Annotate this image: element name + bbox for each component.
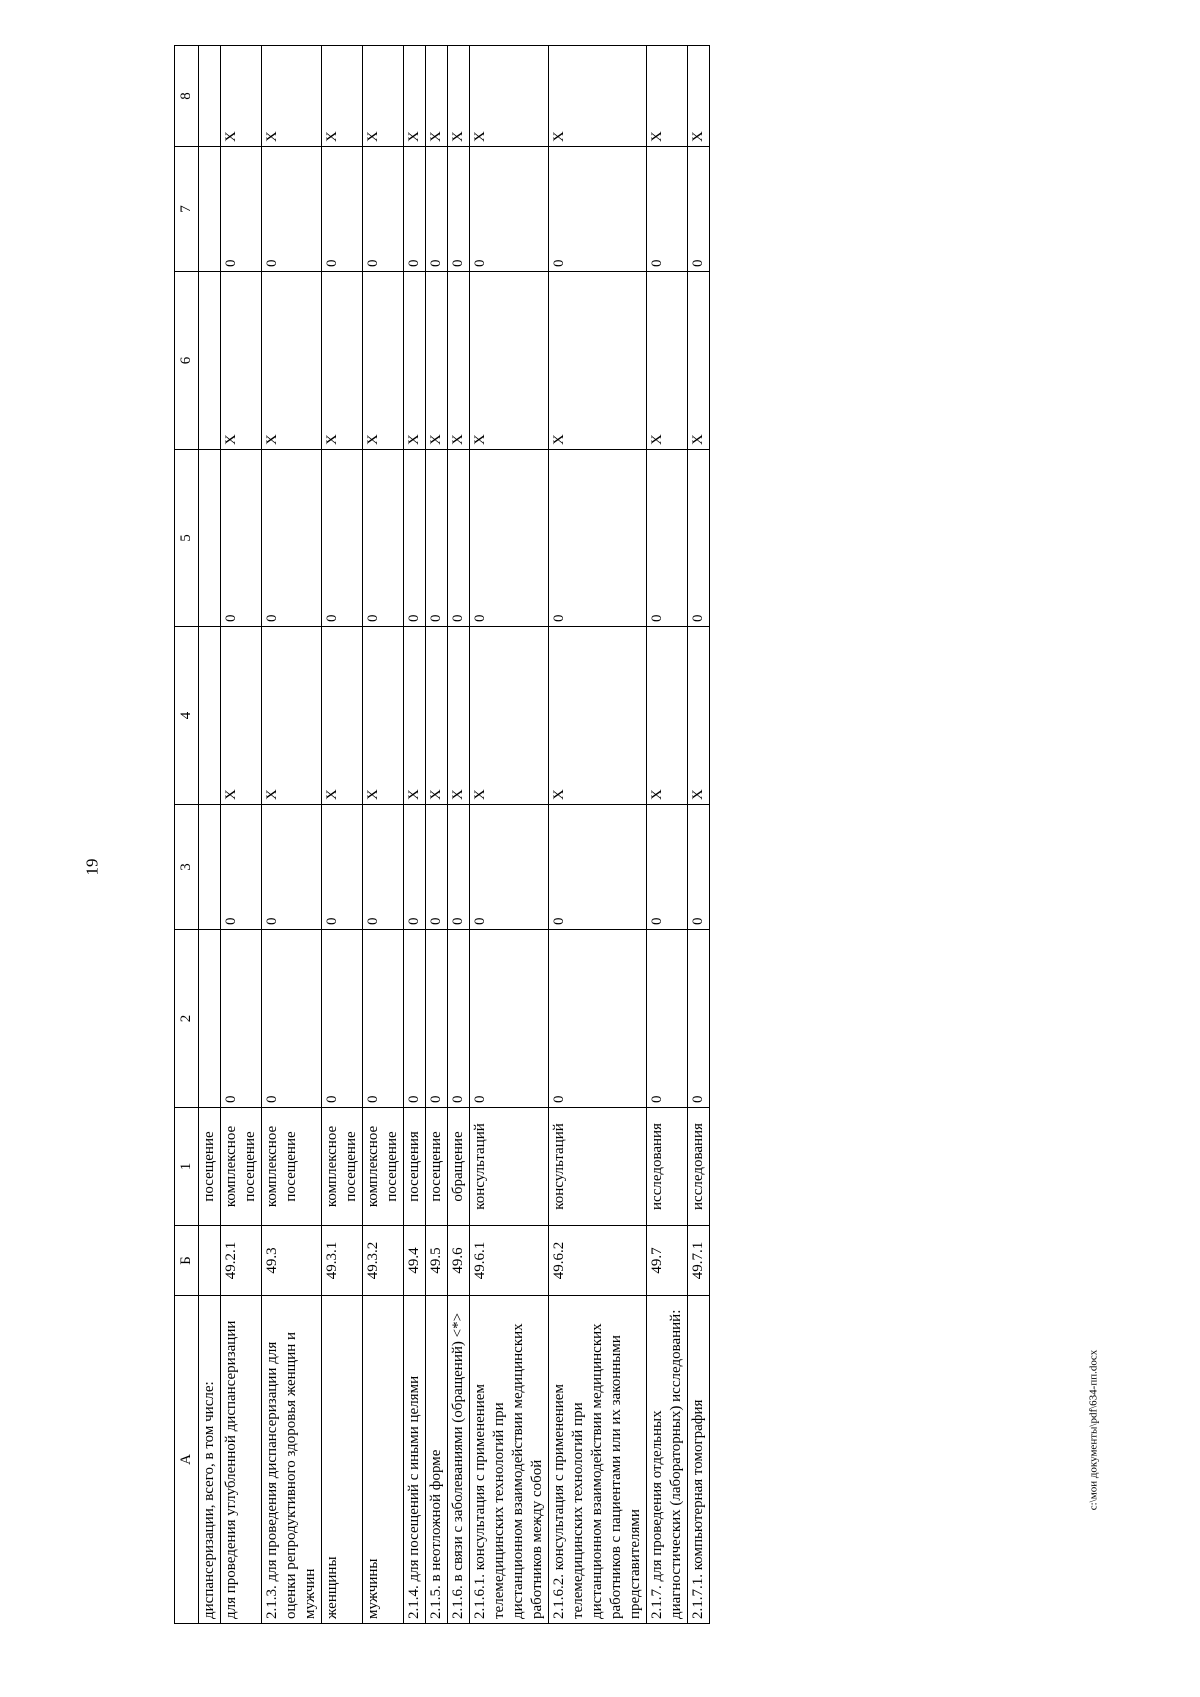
table-row: [404, 46, 426, 1624]
table-row: [448, 46, 470, 1624]
row-col2-cell: 0: [221, 930, 262, 1108]
footer-file-path-text: c:\мои документы\pdf\634-пп.docx: [1087, 1349, 1100, 1511]
row-col2-cell: 0: [549, 930, 647, 1108]
row-col7-cell: 0: [647, 147, 688, 272]
row-col3-cell: [199, 805, 221, 930]
row-col6-cell: X: [221, 272, 262, 450]
row-col5-cell: 0: [549, 450, 647, 627]
row-col2-cell: 0: [470, 930, 549, 1108]
row-col7-cell: 0: [262, 147, 322, 272]
row-name-cell: 2.1.6. в связи с заболеваниями (обращений) <*>: [448, 1296, 470, 1624]
row-code-cell: 49.6: [448, 1226, 470, 1296]
row-col4-cell: X: [221, 627, 262, 805]
row-col2-cell: 0: [322, 930, 363, 1108]
page-number: [82, 847, 102, 887]
row-col3-cell: 0: [426, 805, 448, 930]
row-col8-cell: X: [470, 46, 549, 147]
row-col4-cell: X: [404, 627, 426, 805]
row-col8-cell: X: [404, 46, 426, 147]
row-col7-cell: 0: [688, 147, 710, 272]
row-name-cell: 2.1.5. в неотложной форме: [426, 1296, 448, 1624]
row-name-cell: 2.1.4. для посещений с иными целями: [404, 1296, 426, 1624]
table-row: [322, 46, 363, 1624]
table-body: [199, 46, 710, 1624]
table-row: [426, 46, 448, 1624]
row-col2-cell: 0: [688, 930, 710, 1108]
row-col6-cell: X: [549, 272, 647, 450]
row-col5-cell: [199, 450, 221, 627]
row-name-cell: женщины: [322, 1296, 363, 1624]
row-code-cell: 49.4: [404, 1226, 426, 1296]
row-col5-cell: 0: [688, 450, 710, 627]
row-code-cell: 49.6.1: [470, 1226, 549, 1296]
footer-file-path: [1083, 1240, 1103, 1620]
row-col5-cell: 0: [262, 450, 322, 627]
row-name-cell: мужчины: [363, 1296, 404, 1624]
row-col6-cell: X: [470, 272, 549, 450]
row-unit-cell: комплексное посещение: [221, 1108, 262, 1226]
row-code-cell: [199, 1226, 221, 1296]
row-unit-cell: комплексное посещение: [262, 1108, 322, 1226]
row-code-cell: 49.3.1: [322, 1226, 363, 1296]
table-row: [363, 46, 404, 1624]
row-name-cell: 2.1.7. для проведения отдельных диагностических (лабораторных) исследований:: [647, 1296, 688, 1624]
row-col5-cell: 0: [404, 450, 426, 627]
row-col5-cell: 0: [322, 450, 363, 627]
row-col8-cell: X: [221, 46, 262, 147]
row-code-cell: 49.7: [647, 1226, 688, 1296]
row-col5-cell: 0: [426, 450, 448, 627]
row-col7-cell: 0: [221, 147, 262, 272]
row-col3-cell: 0: [448, 805, 470, 930]
row-col3-cell: 0: [322, 805, 363, 930]
row-col7-cell: [199, 147, 221, 272]
row-col5-cell: 0: [363, 450, 404, 627]
row-col8-cell: X: [426, 46, 448, 147]
row-code-cell: 49.6.2: [549, 1226, 647, 1296]
header-cell: 6: [175, 272, 199, 450]
row-col7-cell: 0: [363, 147, 404, 272]
row-col4-cell: X: [647, 627, 688, 805]
header-cell: 5: [175, 450, 199, 627]
header-cell: 7: [175, 147, 199, 272]
row-col5-cell: 0: [221, 450, 262, 627]
row-col4-cell: X: [363, 627, 404, 805]
row-col8-cell: [199, 46, 221, 147]
row-code-cell: 49.5: [426, 1226, 448, 1296]
row-col2-cell: 0: [363, 930, 404, 1108]
row-col3-cell: 0: [262, 805, 322, 930]
row-name-cell: 2.1.6.2. консультация с применением телемедицинских технологий при дистанционном взаимодействии медицинских работников с пациентами или их законными представителями: [549, 1296, 647, 1624]
row-col4-cell: X: [549, 627, 647, 805]
row-unit-cell: консультаций: [549, 1108, 647, 1226]
row-col2-cell: 0: [448, 930, 470, 1108]
row-col5-cell: 0: [470, 450, 549, 627]
row-col4-cell: X: [688, 627, 710, 805]
row-col8-cell: X: [262, 46, 322, 147]
table-row: [549, 46, 647, 1624]
row-col6-cell: X: [426, 272, 448, 450]
header-cell: А: [175, 1296, 199, 1624]
row-col7-cell: 0: [470, 147, 549, 272]
row-col8-cell: X: [448, 46, 470, 147]
row-col6-cell: X: [404, 272, 426, 450]
row-col8-cell: X: [322, 46, 363, 147]
row-col7-cell: 0: [426, 147, 448, 272]
header-cell: 2: [175, 930, 199, 1108]
row-col7-cell: 0: [322, 147, 363, 272]
page-number-text: 19: [82, 858, 101, 876]
row-col4-cell: X: [448, 627, 470, 805]
row-col3-cell: 0: [404, 805, 426, 930]
row-col8-cell: X: [549, 46, 647, 147]
row-code-cell: 49.7.1: [688, 1226, 710, 1296]
row-col8-cell: X: [688, 46, 710, 147]
row-code-cell: 49.2.1: [221, 1226, 262, 1296]
table-row: [688, 46, 710, 1624]
row-col8-cell: X: [363, 46, 404, 147]
row-col2-cell: 0: [647, 930, 688, 1108]
row-col6-cell: X: [363, 272, 404, 450]
row-col5-cell: 0: [448, 450, 470, 627]
row-col6-cell: X: [262, 272, 322, 450]
row-code-cell: 49.3: [262, 1226, 322, 1296]
row-col4-cell: X: [426, 627, 448, 805]
row-unit-cell: исследования: [688, 1108, 710, 1226]
row-col6-cell: [199, 272, 221, 450]
row-unit-cell: обращение: [448, 1108, 470, 1226]
header-cell: 8: [175, 46, 199, 147]
row-unit-cell: комплексное посещение: [363, 1108, 404, 1226]
row-col2-cell: 0: [404, 930, 426, 1108]
row-col7-cell: 0: [404, 147, 426, 272]
header-cell: Б: [175, 1226, 199, 1296]
row-col4-cell: X: [322, 627, 363, 805]
row-col7-cell: 0: [549, 147, 647, 272]
header-cell: 4: [175, 627, 199, 805]
row-col3-cell: 0: [647, 805, 688, 930]
row-unit-cell: исследования: [647, 1108, 688, 1226]
row-name-cell: 2.1.3. для проведения диспансеризации для оценки репродуктивного здоровья женщин и мужчин: [262, 1296, 322, 1624]
table-row: [647, 46, 688, 1624]
row-col2-cell: 0: [262, 930, 322, 1108]
data-table: [174, 45, 710, 1624]
row-col3-cell: 0: [549, 805, 647, 930]
row-unit-cell: посещение: [199, 1108, 221, 1226]
table-row: [199, 46, 221, 1624]
table-row: [262, 46, 322, 1624]
header-cell: 3: [175, 805, 199, 930]
row-code-cell: 49.3.2: [363, 1226, 404, 1296]
row-col2-cell: [199, 930, 221, 1108]
row-col3-cell: 0: [688, 805, 710, 930]
row-col2-cell: 0: [426, 930, 448, 1108]
row-col5-cell: 0: [647, 450, 688, 627]
row-col4-cell: [199, 627, 221, 805]
rotated-table-frame: [174, 46, 1032, 1624]
row-col6-cell: X: [448, 272, 470, 450]
row-name-cell: 2.1.6.1. консультация с применением телемедицинских технологий при дистанционном взаимодействии медицинских работников между собой: [470, 1296, 549, 1624]
header-cell: 1: [175, 1108, 199, 1226]
table-row: [470, 46, 549, 1624]
table-row: [221, 46, 262, 1624]
row-col4-cell: X: [262, 627, 322, 805]
row-col6-cell: X: [322, 272, 363, 450]
row-name-cell: 2.1.7.1. компьютерная томография: [688, 1296, 710, 1624]
row-col3-cell: 0: [221, 805, 262, 930]
row-col3-cell: 0: [470, 805, 549, 930]
row-col3-cell: 0: [363, 805, 404, 930]
row-unit-cell: посещение: [426, 1108, 448, 1226]
row-name-cell: для проведения углубленной диспансеризации: [221, 1296, 262, 1624]
table-container: [174, 46, 1032, 1624]
row-name-cell: диспансеризации, всего, в том числе:: [199, 1296, 221, 1624]
row-col6-cell: X: [688, 272, 710, 450]
row-col6-cell: X: [647, 272, 688, 450]
row-unit-cell: комплексное посещение: [322, 1108, 363, 1226]
row-col8-cell: X: [647, 46, 688, 147]
row-unit-cell: консультаций: [470, 1108, 549, 1226]
row-col4-cell: X: [470, 627, 549, 805]
row-col7-cell: 0: [448, 147, 470, 272]
row-unit-cell: посещения: [404, 1108, 426, 1226]
table-header-row: [175, 46, 199, 1624]
